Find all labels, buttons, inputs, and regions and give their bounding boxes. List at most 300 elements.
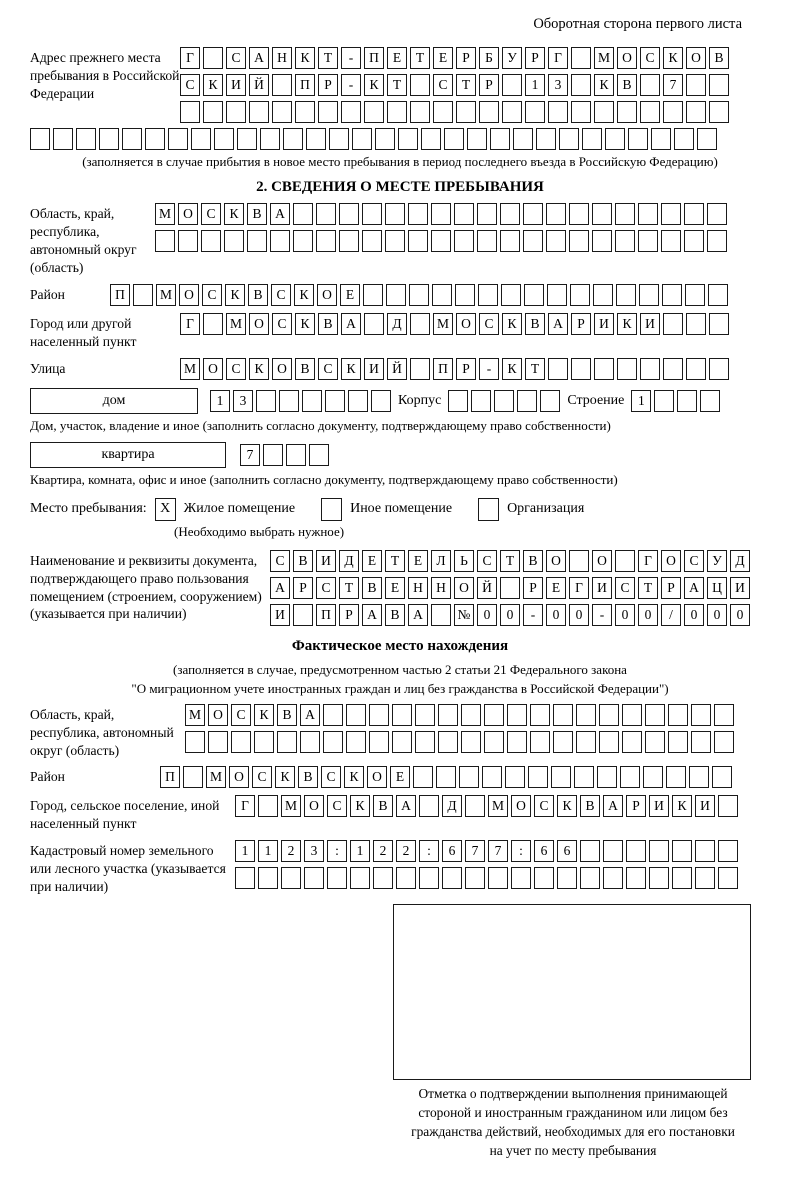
char-box[interactable]: О [546, 550, 566, 572]
char-box[interactable] [616, 284, 636, 306]
char-box[interactable]: С [272, 313, 292, 335]
char-box[interactable]: К [557, 795, 577, 817]
char-box[interactable] [482, 766, 502, 788]
char-box[interactable]: Ь [454, 550, 474, 572]
char-box[interactable] [375, 128, 395, 150]
char-box[interactable] [708, 284, 728, 306]
char-box[interactable] [668, 704, 688, 726]
char-box[interactable]: А [362, 604, 382, 626]
char-box[interactable] [666, 766, 686, 788]
char-box[interactable]: Р [479, 74, 499, 96]
char-box[interactable] [707, 203, 727, 225]
char-box[interactable]: М [206, 766, 226, 788]
char-box[interactable] [649, 840, 669, 862]
char-box[interactable]: 7 [240, 444, 260, 466]
char-box[interactable] [293, 604, 313, 626]
char-box[interactable] [369, 731, 389, 753]
char-box[interactable] [628, 128, 648, 150]
char-box[interactable] [593, 284, 613, 306]
char-box[interactable]: С [226, 47, 246, 69]
char-box[interactable]: 0 [500, 604, 520, 626]
char-box[interactable]: А [300, 704, 320, 726]
char-box[interactable]: К [203, 74, 223, 96]
char-box[interactable] [645, 704, 665, 726]
char-box[interactable]: В [277, 704, 297, 726]
char-box[interactable]: В [318, 313, 338, 335]
char-box[interactable]: 0 [684, 604, 704, 626]
char-box[interactable] [325, 390, 345, 412]
char-box[interactable] [488, 867, 508, 889]
char-box[interactable]: О [304, 795, 324, 817]
char-box[interactable] [505, 766, 525, 788]
char-box[interactable] [548, 358, 568, 380]
char-box[interactable]: С [201, 203, 221, 225]
char-box[interactable] [231, 731, 251, 753]
char-box[interactable] [484, 731, 504, 753]
char-box[interactable] [574, 766, 594, 788]
char-box[interactable] [686, 313, 706, 335]
char-box[interactable]: Г [180, 313, 200, 335]
char-box[interactable] [501, 284, 521, 306]
char-box[interactable]: 0 [730, 604, 750, 626]
char-box[interactable] [471, 390, 491, 412]
char-box[interactable] [620, 766, 640, 788]
char-box[interactable] [700, 390, 720, 412]
char-box[interactable]: Г [638, 550, 658, 572]
char-box[interactable]: Й [387, 358, 407, 380]
char-box[interactable] [548, 101, 568, 123]
char-box[interactable]: Р [523, 577, 543, 599]
char-box[interactable] [392, 731, 412, 753]
char-box[interactable]: О [367, 766, 387, 788]
char-box[interactable]: 0 [638, 604, 658, 626]
char-box[interactable] [523, 203, 543, 225]
char-box[interactable]: Е [362, 550, 382, 572]
char-box[interactable]: В [525, 313, 545, 335]
char-box[interactable]: С [534, 795, 554, 817]
char-box[interactable] [714, 704, 734, 726]
char-box[interactable]: 0 [615, 604, 635, 626]
char-box[interactable]: О [179, 284, 199, 306]
char-box[interactable] [615, 230, 635, 252]
char-box[interactable]: Т [525, 358, 545, 380]
char-box[interactable] [592, 203, 612, 225]
char-box[interactable] [408, 230, 428, 252]
char-box[interactable] [286, 444, 306, 466]
char-box[interactable] [419, 867, 439, 889]
char-box[interactable] [410, 74, 430, 96]
char-box[interactable]: 1 [525, 74, 545, 96]
char-box[interactable]: Г [235, 795, 255, 817]
char-box[interactable] [663, 358, 683, 380]
char-box[interactable]: А [396, 795, 416, 817]
char-box[interactable] [536, 128, 556, 150]
char-box[interactable]: М [155, 203, 175, 225]
char-box[interactable]: 2 [373, 840, 393, 862]
char-box[interactable]: Р [626, 795, 646, 817]
char-box[interactable] [339, 230, 359, 252]
char-box[interactable]: Т [318, 47, 338, 69]
char-box[interactable]: К [224, 203, 244, 225]
char-box[interactable] [500, 203, 520, 225]
char-box[interactable] [316, 203, 336, 225]
char-box[interactable]: Е [433, 47, 453, 69]
char-box[interactable] [528, 766, 548, 788]
char-box[interactable]: : [327, 840, 347, 862]
char-box[interactable] [461, 704, 481, 726]
char-box[interactable] [398, 128, 418, 150]
char-box[interactable] [421, 128, 441, 150]
char-box[interactable]: А [408, 604, 428, 626]
char-box[interactable]: 3 [233, 390, 253, 412]
char-box[interactable] [247, 230, 267, 252]
char-box[interactable] [661, 230, 681, 252]
char-box[interactable] [686, 101, 706, 123]
char-box[interactable]: 1 [258, 840, 278, 862]
char-box[interactable] [718, 840, 738, 862]
char-box[interactable] [557, 867, 577, 889]
char-box[interactable] [145, 128, 165, 150]
char-box[interactable] [478, 284, 498, 306]
char-box[interactable]: Т [410, 47, 430, 69]
char-box[interactable] [691, 731, 711, 753]
char-box[interactable]: И [640, 313, 660, 335]
char-box[interactable] [237, 128, 257, 150]
char-box[interactable]: В [362, 577, 382, 599]
char-box[interactable]: А [603, 795, 623, 817]
char-box[interactable]: П [160, 766, 180, 788]
char-box[interactable] [272, 101, 292, 123]
char-box[interactable] [626, 840, 646, 862]
char-box[interactable] [712, 766, 732, 788]
char-box[interactable]: А [548, 313, 568, 335]
char-box[interactable]: Т [339, 577, 359, 599]
char-box[interactable] [570, 284, 590, 306]
char-box[interactable] [346, 704, 366, 726]
char-box[interactable] [396, 867, 416, 889]
char-box[interactable] [385, 203, 405, 225]
char-box[interactable] [277, 731, 297, 753]
char-box[interactable] [208, 731, 228, 753]
char-box[interactable]: Р [525, 47, 545, 69]
char-box[interactable] [456, 101, 476, 123]
stay-checkbox-organization[interactable] [478, 498, 499, 521]
char-box[interactable]: Е [340, 284, 360, 306]
char-box[interactable] [279, 390, 299, 412]
char-box[interactable] [580, 840, 600, 862]
char-box[interactable] [507, 704, 527, 726]
char-box[interactable]: И [594, 313, 614, 335]
char-box[interactable] [668, 731, 688, 753]
char-box[interactable]: О [317, 284, 337, 306]
char-box[interactable] [362, 230, 382, 252]
char-box[interactable]: С [327, 795, 347, 817]
char-box[interactable] [260, 128, 280, 150]
char-box[interactable] [392, 704, 412, 726]
char-box[interactable] [438, 731, 458, 753]
char-box[interactable] [684, 203, 704, 225]
char-box[interactable]: М [156, 284, 176, 306]
char-box[interactable]: 7 [465, 840, 485, 862]
char-box[interactable] [226, 101, 246, 123]
char-box[interactable]: О [661, 550, 681, 572]
char-box[interactable]: В [709, 47, 729, 69]
char-box[interactable] [415, 731, 435, 753]
char-box[interactable]: С [231, 704, 251, 726]
char-box[interactable] [432, 284, 452, 306]
char-box[interactable] [502, 74, 522, 96]
char-box[interactable] [413, 766, 433, 788]
char-box[interactable] [571, 74, 591, 96]
char-box[interactable] [133, 284, 153, 306]
char-box[interactable] [327, 867, 347, 889]
char-box[interactable] [559, 128, 579, 150]
char-box[interactable] [53, 128, 73, 150]
char-box[interactable] [484, 704, 504, 726]
char-box[interactable] [191, 128, 211, 150]
char-box[interactable] [517, 390, 537, 412]
char-box[interactable]: Г [569, 577, 589, 599]
char-box[interactable] [662, 284, 682, 306]
char-box[interactable] [363, 284, 383, 306]
char-box[interactable]: Ц [707, 577, 727, 599]
char-box[interactable] [364, 313, 384, 335]
char-box[interactable] [592, 230, 612, 252]
char-box[interactable]: В [293, 550, 313, 572]
char-box[interactable]: П [295, 74, 315, 96]
char-box[interactable] [674, 128, 694, 150]
char-box[interactable]: И [592, 577, 612, 599]
char-box[interactable] [433, 101, 453, 123]
char-box[interactable] [454, 230, 474, 252]
char-box[interactable] [304, 867, 324, 889]
char-box[interactable] [546, 230, 566, 252]
char-box[interactable] [511, 867, 531, 889]
char-box[interactable] [316, 230, 336, 252]
char-box[interactable] [409, 284, 429, 306]
char-box[interactable]: П [364, 47, 384, 69]
char-box[interactable]: В [373, 795, 393, 817]
char-box[interactable] [410, 313, 430, 335]
char-box[interactable]: О [511, 795, 531, 817]
char-box[interactable]: 1 [210, 390, 230, 412]
char-box[interactable] [576, 704, 596, 726]
char-box[interactable] [306, 128, 326, 150]
char-box[interactable]: Д [387, 313, 407, 335]
char-box[interactable] [386, 284, 406, 306]
char-box[interactable] [309, 444, 329, 466]
char-box[interactable]: Р [456, 47, 476, 69]
char-box[interactable] [547, 284, 567, 306]
char-box[interactable]: Г [180, 47, 200, 69]
char-box[interactable] [454, 203, 474, 225]
char-box[interactable] [408, 203, 428, 225]
char-box[interactable]: С [270, 550, 290, 572]
char-box[interactable] [410, 101, 430, 123]
char-box[interactable] [580, 867, 600, 889]
char-box[interactable]: С [433, 74, 453, 96]
char-box[interactable] [500, 230, 520, 252]
char-box[interactable]: 2 [396, 840, 416, 862]
char-box[interactable] [465, 867, 485, 889]
char-box[interactable] [707, 230, 727, 252]
char-box[interactable]: Д [339, 550, 359, 572]
char-box[interactable]: М [488, 795, 508, 817]
char-box[interactable]: Т [638, 577, 658, 599]
char-box[interactable]: 1 [350, 840, 370, 862]
char-box[interactable]: У [707, 550, 727, 572]
stay-checkbox-other[interactable] [321, 498, 342, 521]
char-box[interactable]: 1 [631, 390, 651, 412]
char-box[interactable] [385, 230, 405, 252]
char-box[interactable] [465, 795, 485, 817]
char-box[interactable] [695, 840, 715, 862]
char-box[interactable] [594, 101, 614, 123]
char-box[interactable] [709, 313, 729, 335]
char-box[interactable] [615, 550, 635, 572]
char-box[interactable] [479, 101, 499, 123]
char-box[interactable] [185, 731, 205, 753]
char-box[interactable] [183, 766, 203, 788]
char-box[interactable] [235, 867, 255, 889]
char-box[interactable]: В [248, 284, 268, 306]
char-box[interactable]: Т [456, 74, 476, 96]
char-box[interactable]: 1 [235, 840, 255, 862]
char-box[interactable]: О [454, 577, 474, 599]
char-box[interactable]: - [523, 604, 543, 626]
char-box[interactable] [569, 550, 589, 572]
char-box[interactable] [663, 101, 683, 123]
char-box[interactable]: 0 [546, 604, 566, 626]
char-box[interactable]: О [208, 704, 228, 726]
char-box[interactable]: / [661, 604, 681, 626]
char-box[interactable] [718, 795, 738, 817]
char-box[interactable]: Й [249, 74, 269, 96]
char-box[interactable]: В [523, 550, 543, 572]
char-box[interactable] [691, 704, 711, 726]
char-box[interactable]: С [180, 74, 200, 96]
char-box[interactable] [295, 101, 315, 123]
char-box[interactable] [99, 128, 119, 150]
char-box[interactable] [571, 101, 591, 123]
char-box[interactable] [709, 74, 729, 96]
char-box[interactable] [686, 74, 706, 96]
char-box[interactable] [201, 230, 221, 252]
char-box[interactable] [651, 128, 671, 150]
char-box[interactable] [663, 313, 683, 335]
char-box[interactable]: С [271, 284, 291, 306]
char-box[interactable] [283, 128, 303, 150]
char-box[interactable] [263, 444, 283, 466]
char-box[interactable]: О [203, 358, 223, 380]
char-box[interactable] [272, 74, 292, 96]
char-box[interactable] [530, 731, 550, 753]
char-box[interactable] [553, 704, 573, 726]
char-box[interactable]: Й [477, 577, 497, 599]
char-box[interactable] [461, 731, 481, 753]
char-box[interactable] [615, 203, 635, 225]
char-box[interactable]: С [252, 766, 272, 788]
char-box[interactable]: Е [390, 766, 410, 788]
char-box[interactable]: Е [546, 577, 566, 599]
char-box[interactable] [352, 128, 372, 150]
char-box[interactable]: К [344, 766, 364, 788]
char-box[interactable] [249, 101, 269, 123]
char-box[interactable]: В [385, 604, 405, 626]
char-box[interactable]: С [477, 550, 497, 572]
char-box[interactable] [214, 128, 234, 150]
char-box[interactable]: К [341, 358, 361, 380]
char-box[interactable]: К [502, 313, 522, 335]
char-box[interactable]: О [686, 47, 706, 69]
char-box[interactable]: : [419, 840, 439, 862]
char-box[interactable] [605, 128, 625, 150]
char-box[interactable]: Т [385, 550, 405, 572]
char-box[interactable]: - [592, 604, 612, 626]
char-box[interactable] [569, 230, 589, 252]
char-box[interactable]: 0 [707, 604, 727, 626]
char-box[interactable]: К [663, 47, 683, 69]
char-box[interactable] [640, 358, 660, 380]
char-box[interactable]: И [695, 795, 715, 817]
char-box[interactable]: Р [456, 358, 476, 380]
char-box[interactable] [477, 203, 497, 225]
char-box[interactable]: 6 [534, 840, 554, 862]
char-box[interactable] [318, 101, 338, 123]
char-box[interactable] [203, 47, 223, 69]
char-box[interactable]: К [672, 795, 692, 817]
char-box[interactable]: К [254, 704, 274, 726]
char-box[interactable]: Л [431, 550, 451, 572]
char-box[interactable]: : [511, 840, 531, 862]
char-box[interactable]: А [249, 47, 269, 69]
char-box[interactable]: О [617, 47, 637, 69]
char-box[interactable]: Б [479, 47, 499, 69]
char-box[interactable] [258, 867, 278, 889]
char-box[interactable]: И [730, 577, 750, 599]
char-box[interactable]: Е [408, 550, 428, 572]
char-box[interactable] [293, 203, 313, 225]
char-box[interactable]: Р [339, 604, 359, 626]
char-box[interactable] [603, 867, 623, 889]
char-box[interactable] [431, 230, 451, 252]
char-box[interactable]: Н [431, 577, 451, 599]
char-box[interactable]: 6 [557, 840, 577, 862]
char-box[interactable] [387, 101, 407, 123]
char-box[interactable] [638, 203, 658, 225]
char-box[interactable] [553, 731, 573, 753]
char-box[interactable]: 7 [663, 74, 683, 96]
char-box[interactable] [689, 766, 709, 788]
char-box[interactable]: И [364, 358, 384, 380]
char-box[interactable] [643, 766, 663, 788]
char-box[interactable]: А [270, 577, 290, 599]
char-box[interactable] [300, 731, 320, 753]
char-box[interactable]: П [316, 604, 336, 626]
char-box[interactable] [369, 704, 389, 726]
char-box[interactable]: Е [387, 47, 407, 69]
char-box[interactable] [329, 128, 349, 150]
char-box[interactable] [500, 577, 520, 599]
char-box[interactable] [576, 731, 596, 753]
char-box[interactable] [640, 74, 660, 96]
char-box[interactable]: Е [385, 577, 405, 599]
char-box[interactable]: 2 [281, 840, 301, 862]
char-box[interactable]: 0 [477, 604, 497, 626]
char-box[interactable]: С [321, 766, 341, 788]
char-box[interactable] [30, 128, 50, 150]
char-box[interactable]: А [341, 313, 361, 335]
